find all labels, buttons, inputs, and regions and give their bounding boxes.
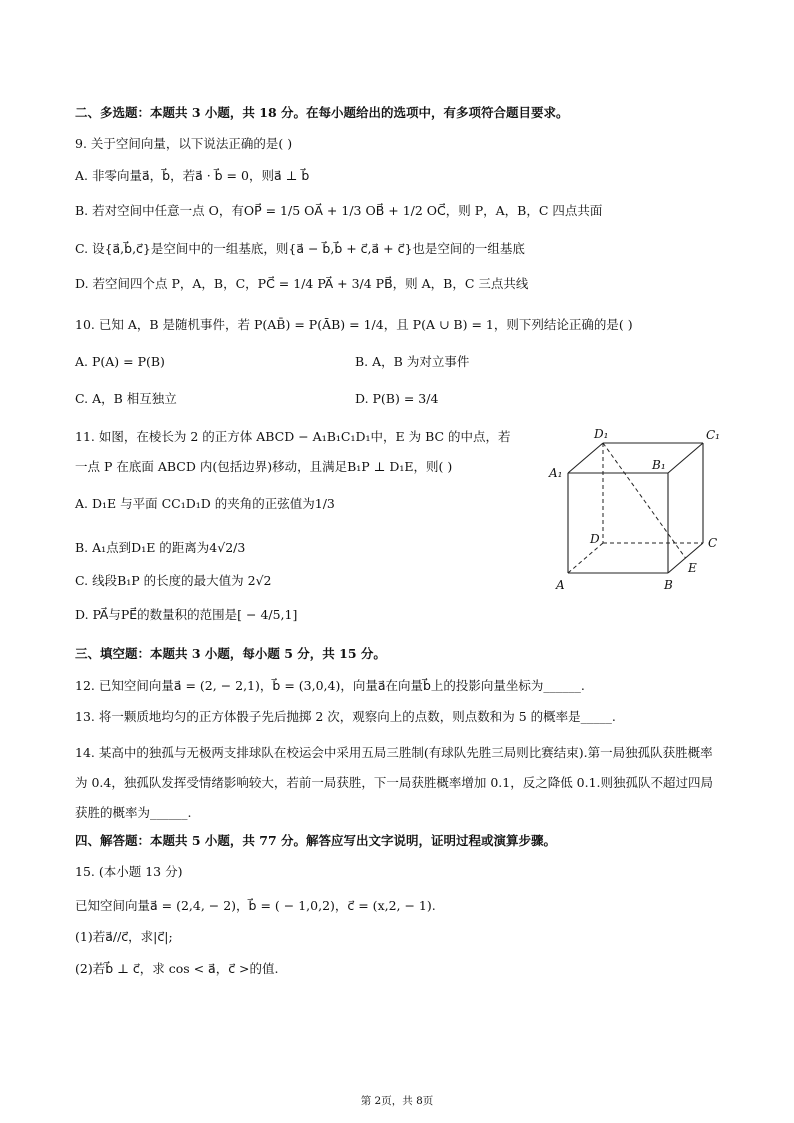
q11-stem-line2: 一点 P 在底面 ABCD 内(包括边界)移动，且满足B₁P ⊥ D₁E，则( ) (75, 459, 453, 474)
q11-option-c: C. 线段B₁P 的长度的最大值为 2√2 (75, 573, 272, 588)
q10-option-c: C. A，B 相互独立 (75, 391, 177, 406)
label-d1: D₁ (594, 427, 609, 441)
q14-text: 14. 某高中的独孤与无极两支排球队在校运会中采用五局三胜制(有球队先胜三局则比赛结束).第一局独孤队获胜概率为 0.4，独孤队发挥受情绪影响较大，若前一局获胜，下一局获胜概率增加 0.1，反之降低 0.1.则独孤队不超过四局获胜的概率为______. (75, 745, 714, 820)
label-a: A (556, 578, 565, 592)
q10-option-b: B. A，B 为对立事件 (355, 354, 470, 369)
section-multiple-choice-heading: 二、多选题：本题共 3 小题，共 18 分。在每小题给出的选项中，有多项符合题目要求。 (75, 105, 569, 120)
q13-text: 13. 将一颗质地均匀的正方体骰子先后抛掷 2 次，观察向上的点数，则点数和为 5 的概率是_____. (75, 709, 616, 724)
section-answer-heading: 四、解答题：本题共 5 小题，共 77 分。解答应写出文字说明，证明过程或演算步骤。 (75, 833, 557, 848)
label-c: C (708, 536, 718, 550)
q15-part2: (2)若b⃗ ⊥ c⃗，求 cos < a⃗，c⃗ >的值. (75, 961, 279, 976)
label-b1: B₁ (652, 458, 666, 472)
q9-option-b: B. 若对空间中任意一点 O，有OP⃗ = 1/5 OA⃗ + 1/3 OB⃗ + 1/2 OC⃗，则 P，A，B，C 四点共面 (75, 203, 603, 218)
q12-text: 12. 已知空间向量a⃗ = (2, − 2,1)，b⃗ = (3,0,4)，向量a⃗在向量b⃗上的投影向量坐标为______. (75, 678, 585, 693)
section-fill-in-heading: 三、填空题：本题共 3 小题，每小题 5 分，共 15 分。 (75, 646, 386, 661)
q11-option-a: A. D₁E 与平面 CC₁D₁D 的夹角的正弦值为1/3 (75, 496, 335, 511)
edge-a1-d1 (568, 443, 603, 473)
edge-b1-c1 (668, 443, 703, 473)
label-b: B (664, 578, 673, 592)
label-e: E (688, 561, 697, 575)
edge-a-d-hidden (568, 543, 603, 573)
label-a1: A₁ (549, 466, 563, 480)
q9-stem: 9. 关于空间向量，以下说法正确的是( ) (75, 136, 293, 151)
q15-part1: (1)若a⃗//c⃗，求|c⃗|; (75, 929, 173, 944)
q10-option-a: A. P(A) = P(B) (75, 354, 165, 369)
q9-option-c: C. 设{a⃗,b⃗,c⃗}是空间中的一组基底，则{a⃗ − b⃗,b⃗ + c⃗,a⃗ + c⃗}也是空间的一组基底 (75, 241, 525, 256)
q11-option-b: B. A₁点到D₁E 的距离为4√2/3 (75, 540, 246, 555)
q10-option-d: D. P(B) = 3/4 (355, 391, 439, 406)
segment-d1-e-hidden (603, 443, 686, 558)
q11-option-d: D. PA⃗与PE⃗的数量积的范围是[ − 4/5,1] (75, 607, 298, 622)
q9-option-a: A. 非零向量a⃗，b⃗，若a⃗ · b⃗ = 0，则a⃗ ⊥ b⃗ (75, 168, 310, 183)
q11-stem-line1: 11. 如图，在棱长为 2 的正方体 ABCD − A₁B₁C₁D₁中，E 为 BC 的中点，若 (75, 429, 511, 444)
label-d: D (590, 532, 600, 546)
q15-heading: 15. (本小题 13 分) (75, 864, 183, 879)
q15-given: 已知空间向量a⃗ = (2,4, − 2)，b⃗ = ( − 1,0,2)，c⃗ = (x,2, − 1). (75, 898, 436, 913)
cube-figure (548, 425, 728, 595)
q10-stem: 10. 已知 A，B 是随机事件，若 P(AB̄) = P(ĀB) = 1/4，且 P(A ∪ B) = 1，则下列结论正确的是( ) (75, 317, 633, 332)
page-footer: 第 2页，共 8页 (360, 1095, 434, 1107)
label-c1: C₁ (706, 428, 720, 442)
q9-option-d: D. 若空间四个点 P，A，B，C，PC⃗ = 1/4 PA⃗ + 3/4 PB⃗，则 A，B，C 三点共线 (75, 276, 529, 291)
